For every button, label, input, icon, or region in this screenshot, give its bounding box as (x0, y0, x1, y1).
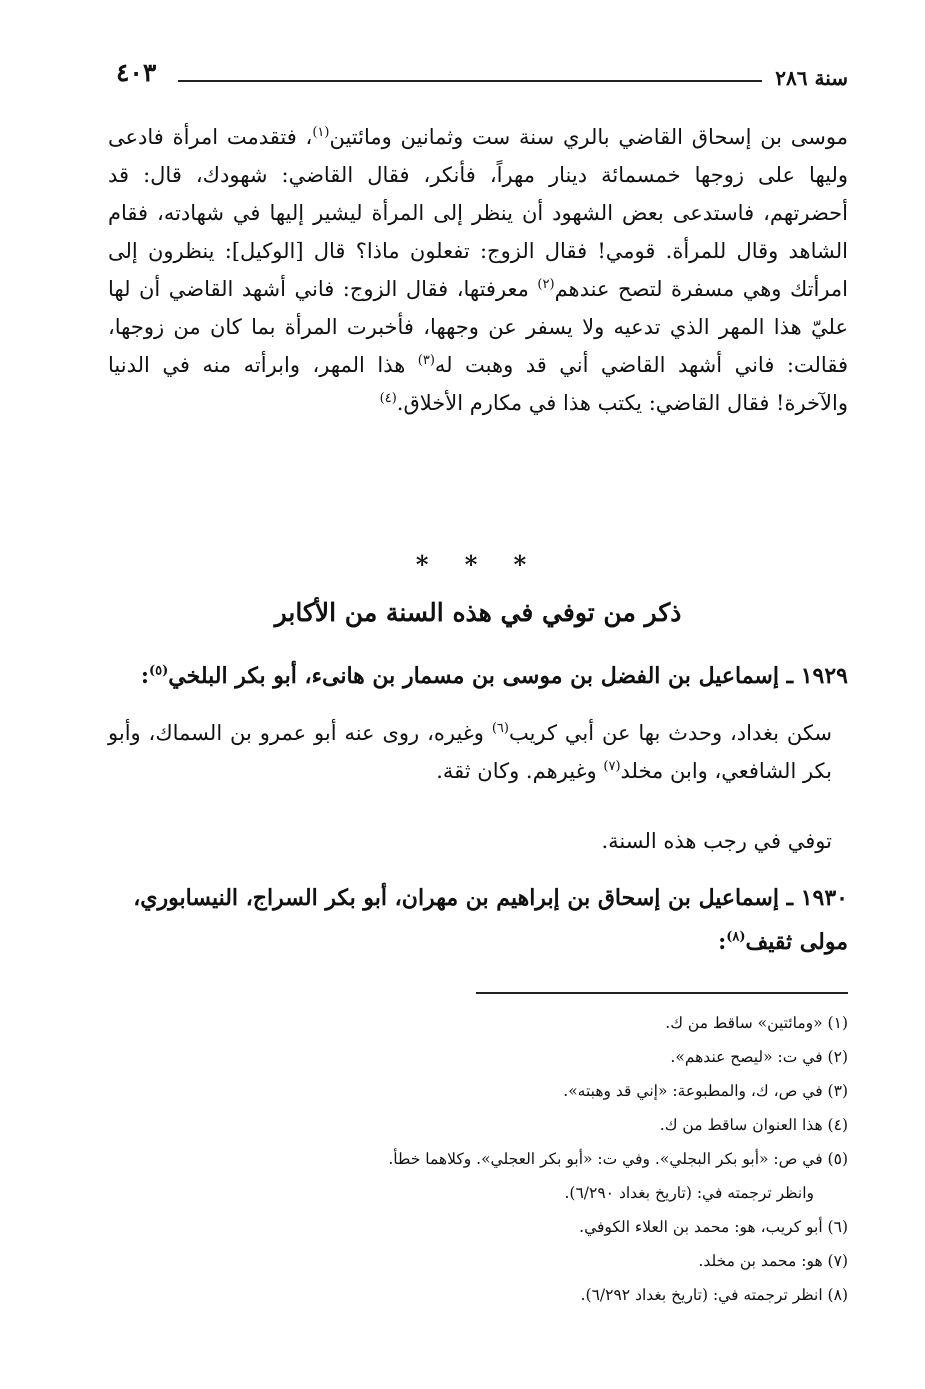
entry-heading-colon: : (140, 663, 149, 689)
entry-1929-paragraph (108, 714, 832, 790)
footnote-continuation: وانظر ترجمته في: (تاريخ بغداد ٦/٢٩٠). (564, 1184, 814, 1202)
footnote-ref-4: (٤) (379, 391, 397, 406)
section-title: ذكر من توفي في هذه السنة من الأكابر (274, 598, 682, 627)
book-page (108, 58, 848, 1358)
footnote-item: (٧) هو: محمد بن مخلد. (698, 1252, 848, 1270)
section-separator: * * * (415, 550, 541, 579)
footnote-ref-2: (٢) (537, 277, 555, 292)
entry-heading-1930 (108, 876, 848, 964)
entry-heading-text: ١٩٢٩ ـ إسماعيل بن الفضل بن موسى بن مسمار بن هانىء، أبو بكر البلخي (168, 663, 848, 689)
entry-heading-text: ١٩٣٠ ـ إسماعيل بن إسحاق بن إبراهيم بن مهران، أبو بكر السراج، النيسابوري، مولى ثقيف (133, 885, 848, 955)
footnote-item: (٥) في ص: «أبو بكر البجلي». وفي ت: «أبو بكر العجلي». وكلاهما خطأ. (388, 1150, 848, 1168)
footnote-ref-3: (٣) (417, 353, 435, 368)
footnote-ref-5: (٥) (148, 663, 169, 679)
main-paragraph-text: موسى بن إسحاق القاضي بالري سنة ست وثمانين ومائتين (329, 125, 848, 149)
footnote-ref-1: (١) (312, 125, 330, 140)
main-paragraph-text: ، فتقدمت امرأة فادعى وليها على زوجها خمسمائة دينار مهراً، فأنكر، فقال القاضي: شهودك، قال: قد أحضرتهم، فاستدعى بعض الشهود أن ينظر إلى المرأة ليشير إليها في شهادته، فقام الشاهد وقال للمرأة. قومي! فقال الزوج: تفعلون ماذا؟ قال [الوكيل]: ينظرون إلى امرأتك وهي مسفرة لتصح عندهم (108, 125, 849, 301)
main-paragraph (108, 118, 848, 422)
entry-1929-death-note: توفي في رجب هذه السنة. (601, 829, 832, 853)
footnote-item: (١) «ومائتين» ساقط من ك. (665, 1014, 848, 1032)
footnote-ref-7: (٧) (603, 759, 621, 774)
entry-heading-colon: : (718, 929, 727, 955)
entry-paragraph-text: سكن بغداد، وحدث بها عن أبي كريب (508, 721, 833, 745)
entry-heading-1929 (108, 654, 848, 698)
header-rule (178, 80, 762, 82)
footnotes-list (108, 1006, 848, 1312)
footnote-item: (٤) هذا العنوان ساقط من ك. (659, 1116, 848, 1134)
footnote-item: (٦) أبو كريب، هو: محمد بن العلاء الكوفي. (579, 1218, 848, 1236)
main-paragraph-text: معرفتها، فقال الزوج: فاني أشهد القاضي أن لها عليّ هذا المهر الذي تدعيه ولا يسفر عن وجهها، فأخبرت المرأة بما كان من زوجها، فقالت: فاني أشهد القاضي أني قد وهبت له (108, 277, 848, 377)
entry-paragraph-text: وغيره، روى عنه أبو عمرو بن السماك، وأبو بكر الشافعي، وابن مخلد (108, 721, 832, 783)
footnote-item: (٨) انظر ترجمته في: (تاريخ بغداد ٦/٢٩٢). (580, 1286, 848, 1304)
entry-paragraph-text: وغيرهم. وكان ثقة. (436, 759, 604, 783)
page-number: ٤٠٣ (116, 58, 157, 87)
running-header (108, 58, 848, 92)
footnote-ref-8: (٨) (726, 929, 746, 945)
footnote-ref-6: (٦) (491, 721, 509, 736)
main-paragraph-text: هذا المهر، وابرأته منه في الدنيا والآخرة! فقال القاضي: يكتب هذا في مكارم الأخلاق. (108, 353, 848, 415)
header-year-label: سنة ٢٨٦ (775, 66, 848, 90)
footnote-item: (٢) في ت: «ليصح عندهم». (670, 1048, 848, 1066)
footnote-item: (٣) في ص، ك، والمطبوعة: «إني قد وهبته». (563, 1082, 848, 1100)
footnote-rule (476, 992, 848, 994)
